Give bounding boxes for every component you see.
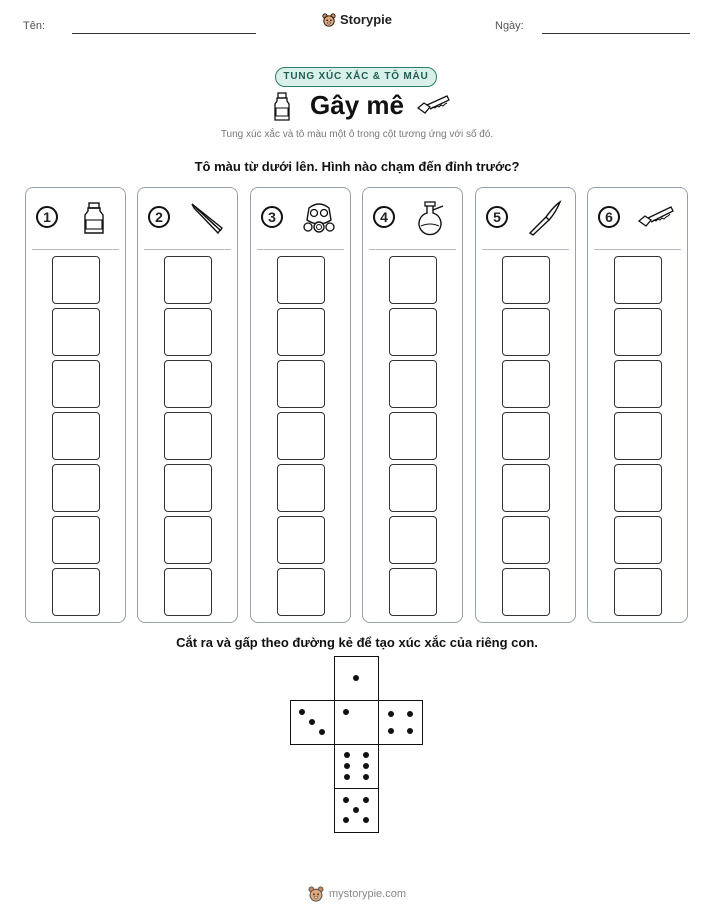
column-2 [137, 187, 238, 623]
date-line[interactable] [542, 33, 690, 34]
color-cell[interactable] [389, 568, 437, 616]
column-4 [362, 187, 463, 623]
pip [353, 675, 359, 681]
date-label: Ngày: [495, 20, 524, 32]
color-cell[interactable] [277, 568, 325, 616]
color-cell[interactable] [502, 516, 550, 564]
name-label: Tên: [23, 20, 46, 32]
column-3 [250, 187, 351, 623]
pip [299, 709, 305, 715]
coloring-instruction: Tô màu từ dưới lên. Hình nào chạm đến đỉnh trước? [194, 159, 520, 174]
pip [388, 728, 394, 734]
brand-name: Storypie [339, 12, 392, 27]
name-line[interactable] [72, 33, 256, 34]
dice-face-6 [334, 744, 379, 789]
color-cell[interactable] [614, 516, 662, 564]
color-cell[interactable] [164, 308, 212, 356]
bear-logo-icon [322, 13, 336, 27]
column-divider [257, 249, 344, 250]
color-cell[interactable] [502, 360, 550, 408]
pip [363, 797, 369, 803]
bone-saw-icon [638, 200, 674, 236]
color-cell[interactable] [614, 464, 662, 512]
color-cell[interactable] [164, 464, 212, 512]
column-6 [587, 187, 688, 623]
subtitle: Tung xúc xắc và tô màu một ô trong cột tương ứng với số đó. [220, 129, 494, 140]
color-cell[interactable] [164, 568, 212, 616]
color-cell[interactable] [164, 412, 212, 460]
pip [363, 817, 369, 823]
column-number: 6 [598, 206, 620, 228]
column-divider [369, 249, 456, 250]
color-cell[interactable] [502, 256, 550, 304]
column-number: 5 [486, 206, 508, 228]
color-cell[interactable] [614, 360, 662, 408]
color-cell[interactable] [164, 360, 212, 408]
column-divider [594, 249, 681, 250]
dice-face-4 [378, 700, 423, 745]
color-cell[interactable] [502, 412, 550, 460]
color-cell[interactable] [614, 568, 662, 616]
column-divider [32, 249, 119, 250]
color-cell[interactable] [52, 360, 100, 408]
column-number: 3 [261, 206, 283, 228]
bear-logo-icon [308, 886, 324, 902]
color-cell[interactable] [277, 412, 325, 460]
color-cell[interactable] [614, 308, 662, 356]
color-cell[interactable] [52, 412, 100, 460]
color-cell[interactable] [277, 464, 325, 512]
color-cell[interactable] [52, 464, 100, 512]
pip [353, 807, 359, 813]
pip [309, 719, 315, 725]
pip [363, 763, 369, 769]
pip [407, 711, 413, 717]
column-1 [25, 187, 126, 623]
color-cell[interactable] [502, 568, 550, 616]
color-cell[interactable] [164, 516, 212, 564]
color-cell[interactable] [277, 256, 325, 304]
pip [407, 728, 413, 734]
pip [343, 709, 349, 715]
pip [344, 752, 350, 758]
color-cell[interactable] [277, 516, 325, 564]
color-cell[interactable] [614, 256, 662, 304]
color-cell[interactable] [277, 308, 325, 356]
color-cell[interactable] [52, 308, 100, 356]
pip [363, 774, 369, 780]
gas-mask-icon [301, 200, 337, 236]
column-number: 1 [36, 206, 58, 228]
scalpel-icon [526, 200, 562, 236]
pip [344, 763, 350, 769]
dice-face-1 [334, 656, 379, 701]
pip [363, 752, 369, 758]
dice-face-3 [290, 700, 335, 745]
tweezers-icon [188, 200, 224, 236]
color-cell[interactable] [614, 412, 662, 460]
pip [343, 797, 349, 803]
color-cell[interactable] [277, 360, 325, 408]
bone-saw-icon [416, 94, 450, 120]
pip [343, 817, 349, 823]
column-number: 4 [373, 206, 395, 228]
column-5 [475, 187, 576, 623]
color-cell[interactable] [52, 568, 100, 616]
color-cell[interactable] [389, 516, 437, 564]
brand-logo [0, 12, 714, 32]
color-cell[interactable] [389, 308, 437, 356]
color-cell[interactable] [52, 256, 100, 304]
vial-icon [76, 200, 112, 236]
color-cell[interactable] [164, 256, 212, 304]
page-title: Gây mê [310, 90, 404, 120]
color-cell[interactable] [389, 256, 437, 304]
pip [344, 774, 350, 780]
color-cell[interactable] [52, 516, 100, 564]
column-number: 2 [148, 206, 170, 228]
pip [319, 729, 325, 735]
column-divider [144, 249, 231, 250]
pip [388, 711, 394, 717]
color-cell[interactable] [389, 464, 437, 512]
column-divider [482, 249, 569, 250]
activity-tag: TUNG XÚC XẮC & TÔ MÀU [275, 67, 437, 87]
dice-face-5 [334, 788, 379, 833]
color-cell[interactable] [389, 360, 437, 408]
color-cell[interactable] [389, 412, 437, 460]
flask-icon [413, 200, 449, 236]
footer-url: mystorypie.com [328, 888, 407, 900]
footer [0, 886, 714, 905]
cut-instruction: Cắt ra và gấp theo đường kẻ để tạo xúc xắc của riêng con. [176, 635, 538, 650]
color-cell[interactable] [502, 308, 550, 356]
dice-face-1 [334, 700, 379, 745]
color-cell[interactable] [502, 464, 550, 512]
